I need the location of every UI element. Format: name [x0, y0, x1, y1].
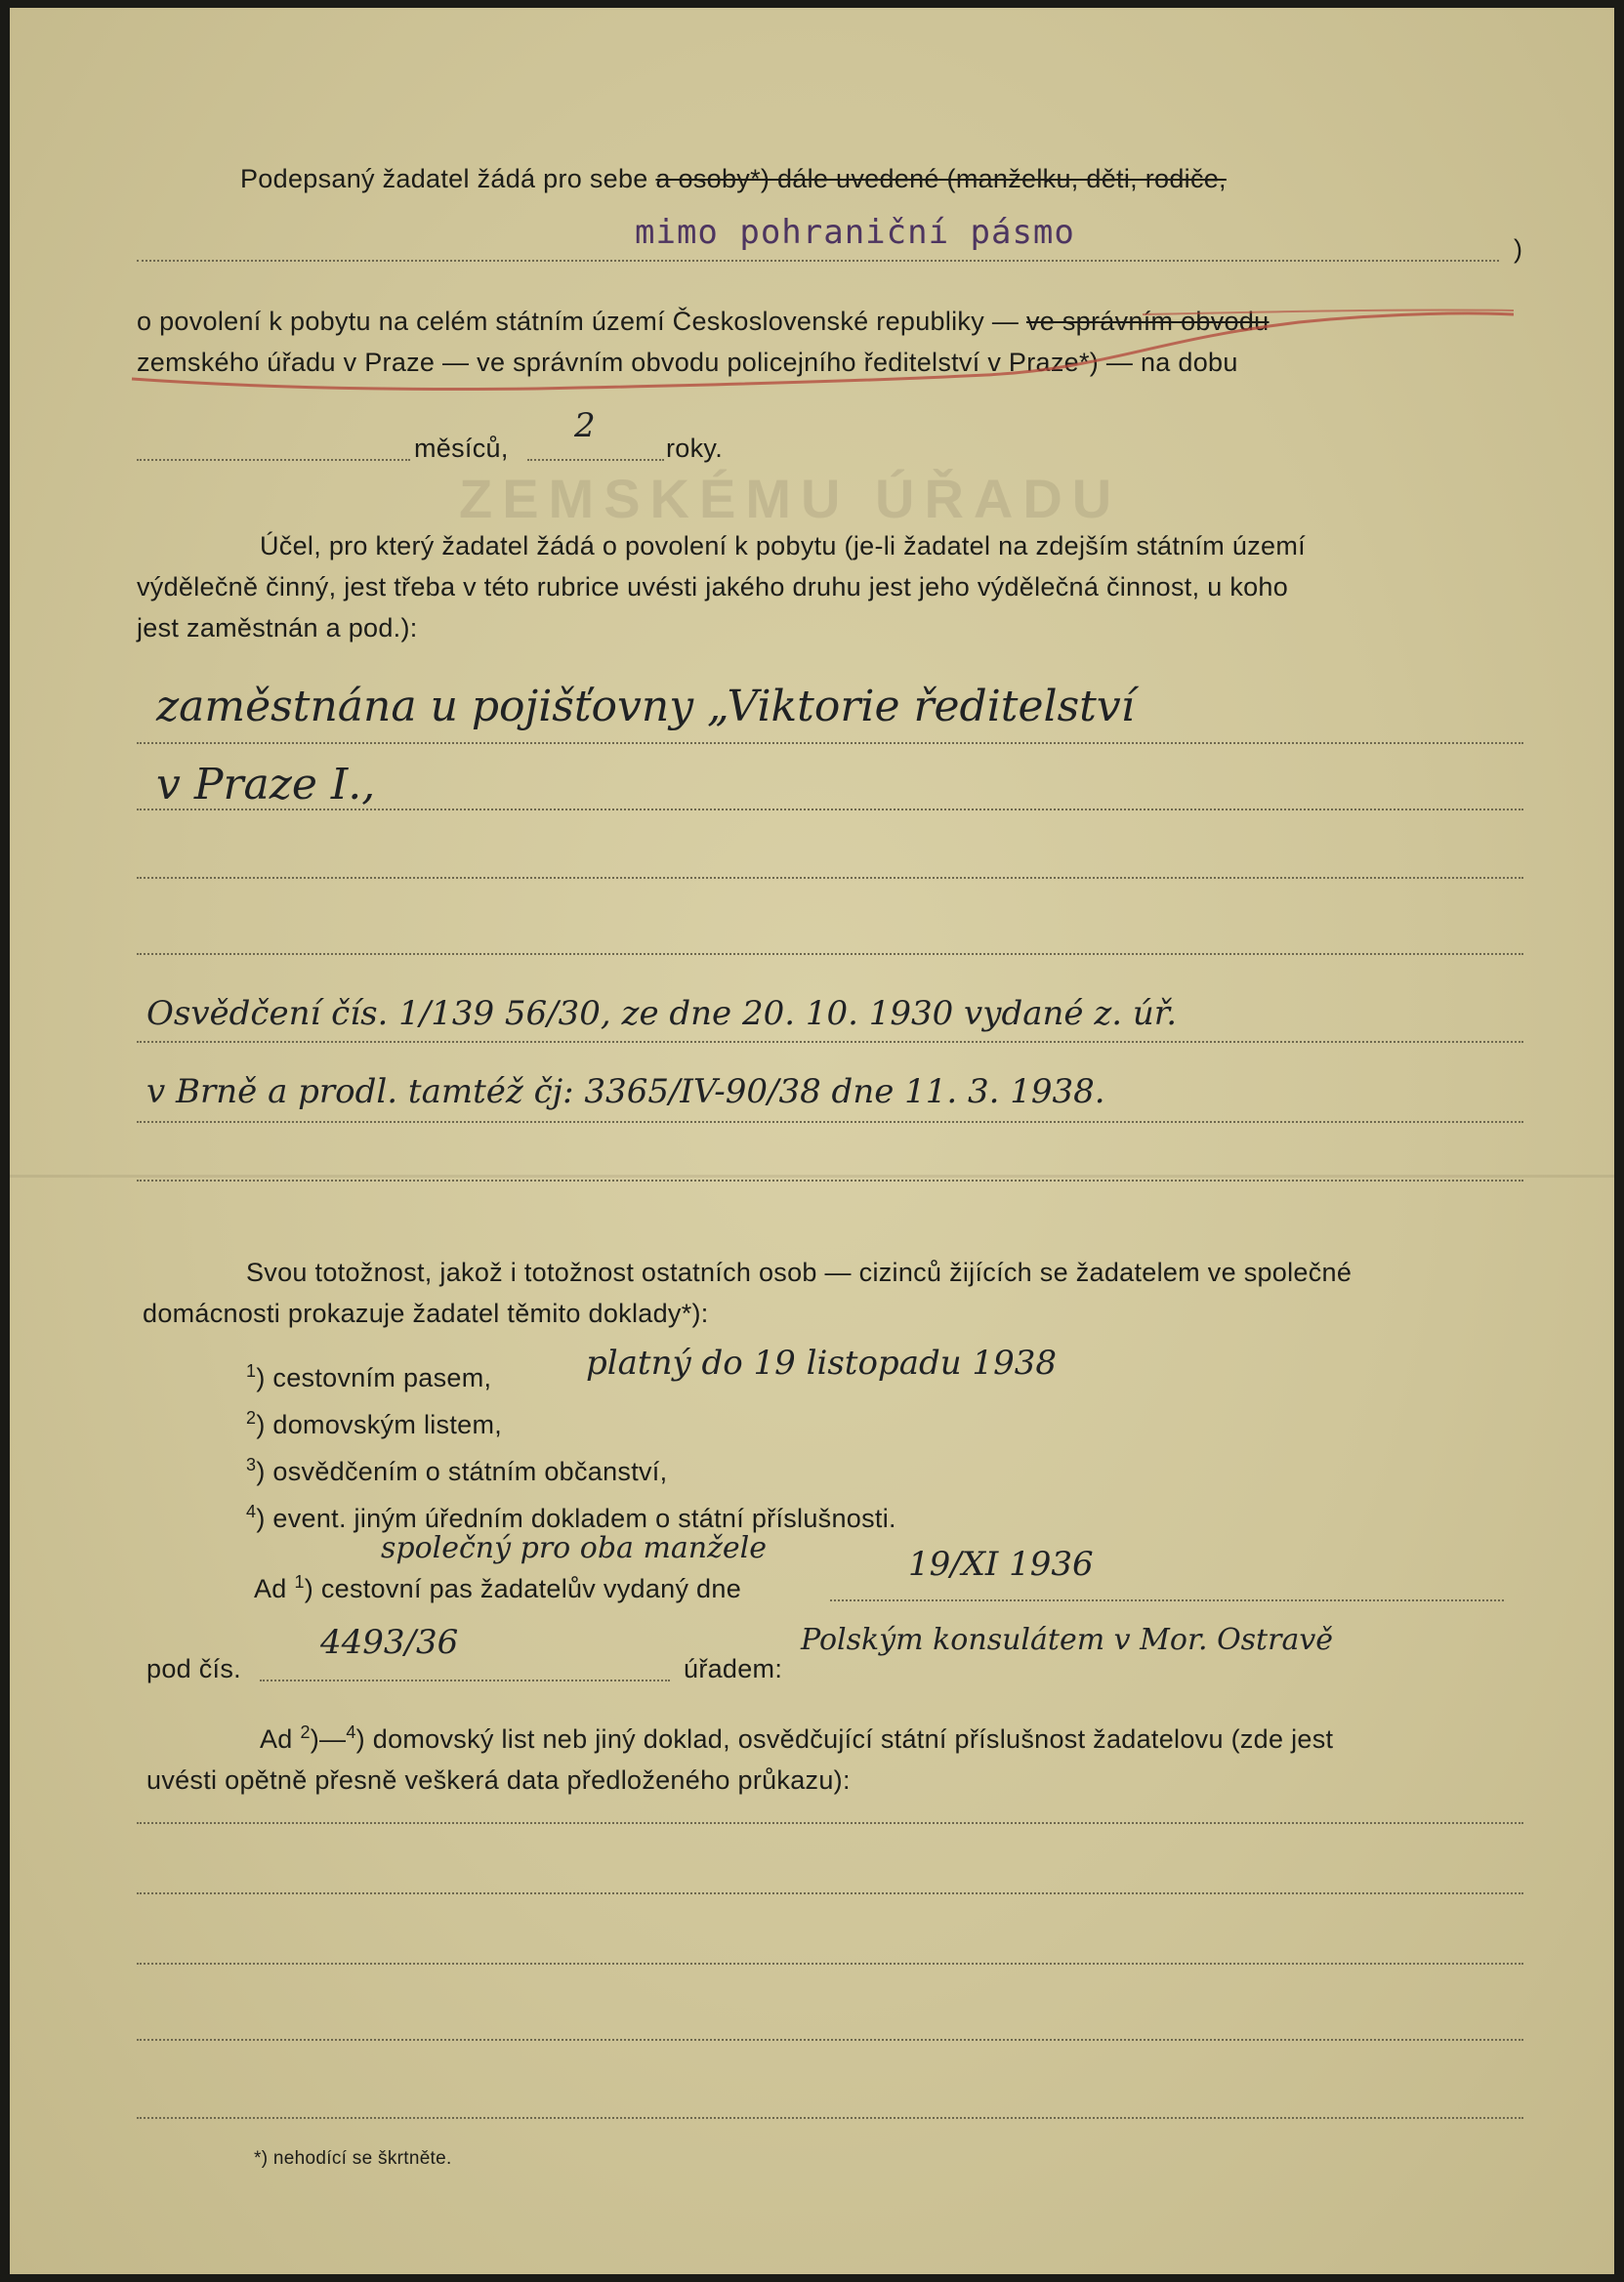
ad2-text-2: uvésti opětně přesně veškerá data předloženého průkazu):	[146, 1765, 851, 1795]
document-line-3	[137, 1963, 1523, 1965]
permit-line-2: zemského úřadu v Praze — ve správním obvodu policejního ředitelství v Praze*) — na dobu	[137, 348, 1238, 377]
paper-fold	[10, 1175, 1614, 1178]
certificate-handwriting-1: Osvědčení čís. 1/139 56/30, ze dne 20. 10. 1930 vydané z. úř.	[146, 994, 1178, 1033]
document-line-2	[137, 1892, 1523, 1894]
certificate-handwriting-2: v Brně a prodl. tamtéž čj: 3365/IV-90/38 dne 11. 3. 1938.	[146, 1072, 1105, 1111]
document-line-1	[137, 1822, 1523, 1824]
identity-item-1: $^1$) cestovním pasem,	[246, 1361, 492, 1392]
number-dotted-line	[260, 1680, 670, 1681]
typed-persons-field: mimo pohraniční pásmo	[635, 213, 1075, 252]
joint-passport-handwriting: společný pro oba manžele	[381, 1531, 768, 1565]
document-line-5	[137, 2117, 1523, 2119]
certificate-line-1	[137, 1041, 1523, 1043]
identity-intro-2: domácnosti prokazuje žadatel těmito doklady*):	[143, 1299, 709, 1328]
identity-item-3: $^3$) osvědčením o státním občanství,	[246, 1455, 668, 1486]
purpose-text-2: výdělečně činný, jest třeba v této rubrice uvésti jakého druhu jest jeho výdělečná činnost, u koho	[137, 572, 1289, 602]
months-label: měsíců,	[414, 434, 509, 463]
footnote: *) nehodící se škrtněte.	[254, 2148, 452, 2169]
months-dotted-line	[137, 459, 410, 461]
certificate-line-3	[137, 1180, 1523, 1182]
purpose-handwriting-1: zaměstnána u pojišťovny „Viktorie ředitelství	[156, 682, 1135, 731]
persons-dotted-line	[137, 260, 1499, 262]
form-page	[10, 8, 1614, 2274]
permit-line-1: o povolení k pobytu na celém státním území Československé republiky — ve správním obvodu	[137, 307, 1270, 336]
purpose-text-3: jest zaměstnán a pod.):	[137, 613, 418, 643]
document-line-4	[137, 2039, 1523, 2041]
certificate-line-2	[137, 1121, 1523, 1123]
purpose-text-1: Účel, pro který žadatel žádá o povolení k pobytu (je-li žadatel na zdejším státním území	[260, 531, 1306, 560]
years-dotted-line	[527, 459, 664, 461]
number-label: pod čís.	[146, 1654, 241, 1683]
passport-validity-handwriting: platný do 19 listopadu 1938	[586, 1344, 1057, 1383]
purpose-handwriting-2: v Praze I.,	[156, 760, 376, 809]
purpose-line-1	[137, 742, 1523, 744]
issue-date-dotted-line	[830, 1599, 1504, 1601]
passport-issue-date: 19/XI 1936	[908, 1545, 1094, 1584]
purpose-line-4	[137, 953, 1523, 955]
applicant-request-text: Podepsaný žadatel žádá pro sebe a osoby*) dále uvedené (manželku, děti, rodiče,	[240, 164, 1227, 193]
ad2-text-1: Ad $^2$)—$^4$) domovský list neb jiný doklad, osvědčující státní příslušnost žadatelovu (zde jest	[260, 1722, 1334, 1754]
ad1-text: Ad $^1$) cestovní pas žadatelův vydaný dne	[254, 1572, 742, 1603]
identity-intro-1: Svou totožnost, jakož i totožnost ostatních osob — cizinců žijících se žadatelem ve společné	[246, 1258, 1353, 1287]
close-paren: )	[1514, 234, 1523, 264]
purpose-line-3	[137, 877, 1523, 879]
years-label: roky.	[666, 434, 724, 463]
identity-item-2: $^2$) domovským listem,	[246, 1408, 503, 1439]
struck-persons-text: a osoby*) dále uvedené (manželku, děti, rodiče,	[655, 164, 1227, 193]
red-pencil-underline	[127, 301, 1514, 398]
faded-stamp: ZEMSKÉMU ÚŘADU	[459, 468, 1122, 529]
passport-number: 4493/36	[320, 1623, 459, 1662]
issuing-office: Polským konsulátem v Mor. Ostravě	[801, 1623, 1334, 1657]
office-label: úřadem:	[684, 1654, 783, 1683]
years-value: 2	[574, 406, 596, 445]
identity-item-4: $^4$) event. jiným úředním dokladem o státní příslušnosti.	[246, 1502, 896, 1533]
purpose-line-2	[137, 809, 1523, 810]
